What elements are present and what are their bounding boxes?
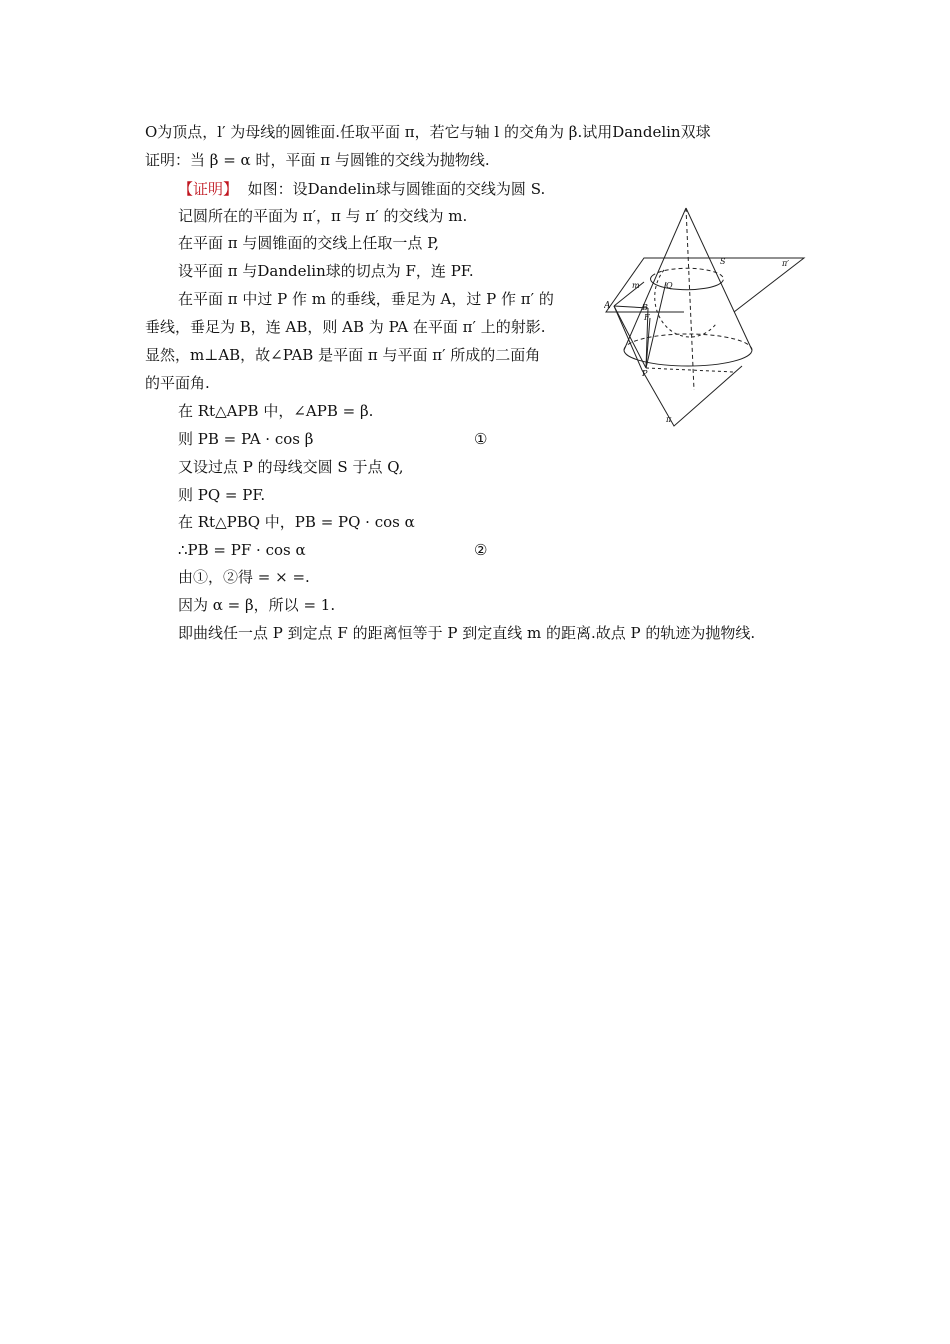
cone-base-back [624,334,752,350]
cone-axis [686,208,694,390]
proof-line: 如图：设Dandelin球与圆锥面的交线为圆 S. [247,180,546,198]
proof-line: 在平面 π 与圆锥面的交线上任取一点 P, [178,234,439,252]
label-s: S [720,257,726,266]
proof-line: 垂线，垂足为 B，连 AB，则 AB 为 PA 在平面 π′ 上的射影. [145,318,546,336]
proof-line: 由①，②得 = × =. [178,568,310,586]
proof-line: 显然，m⊥AB，故∠PAB 是平面 π 与平面 π′ 所成的二面角 [145,346,541,364]
proof-line: 即曲线任一点 P 到定点 F 的距离恒等于 P 到定直线 m 的距离.故点 P 的轨迹为抛物线. [178,624,756,642]
line-p-inner [646,368,734,372]
label-pi: π [666,415,672,424]
proof-line: 记圆所在的平面为 π′，π 与 π′ 的交线为 m. [178,207,468,225]
dandelin-sphere [655,270,716,337]
equation-marker-2: ② [474,541,488,559]
proof-line: 的平面角. [145,374,210,392]
label-a: A [604,301,611,311]
proof-line: 则 PQ = PF. [178,486,266,504]
equation-marker-1: ① [474,430,488,448]
proof-line: ∴PB = PF · cos α [178,541,306,559]
label-q: Q [666,281,673,290]
circle-s-front [651,276,722,290]
problem-line-1: O为顶点，l′ 为母线的圆锥面.任取平面 π，若它与轴 l 的交角为 β.试用Dandelin双球 [145,123,711,141]
label-m: m [632,281,640,290]
circle-s-back [652,268,723,282]
cone-generatrix-right [686,208,752,350]
proof-line: 又设过点 P 的母线交圆 S 于点 Q, [178,458,404,476]
label-f: F [644,313,650,322]
proof-line: 则 PB = PA · cos β [178,430,314,448]
proof-line: 在 Rt△APB 中，∠APB = β. [178,402,374,420]
dandelin-cone-figure [604,200,810,432]
label-pi-prime: π′ [782,259,790,268]
proof-tag: 【证明】 [178,180,239,198]
proof-line: 因为 α = β，所以 = 1. [178,596,336,614]
proof-line: 设平面 π 与Dandelin球的切点为 F，连 PF. [178,262,474,280]
proof-first-line [178,179,545,199]
proof-line: 在 Rt△PBQ 中，PB = PQ · cos α [178,513,415,531]
label-p: P [642,369,648,378]
proof-line: 在平面 π 中过 P 作 m 的垂线，垂足为 A，过 P 作 π′ 的 [178,290,554,308]
line-pa [614,306,646,368]
problem-line-2: 证明：当 β = α 时，平面 π 与圆锥的交线为抛物线. [145,151,490,169]
label-b: B [642,303,648,312]
